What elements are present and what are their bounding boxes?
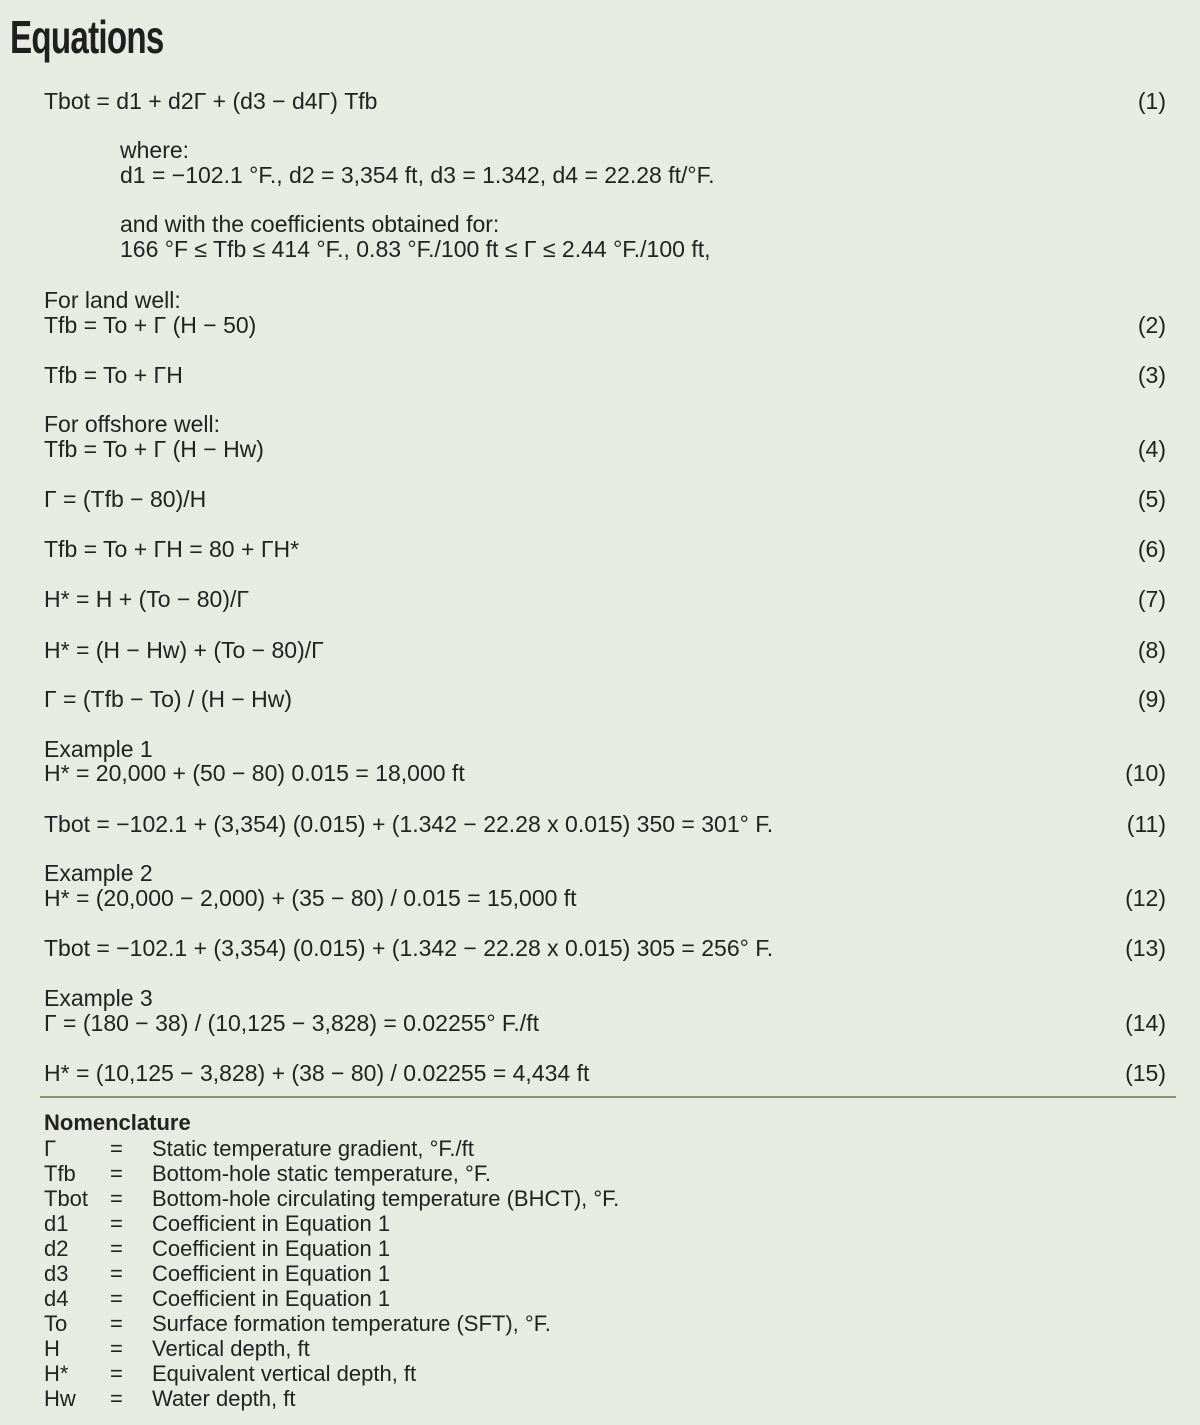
- equation-row: [44, 809, 1166, 839]
- nomenclature-item: [44, 1311, 844, 1336]
- nomenclature-item: [44, 1211, 844, 1236]
- nomenclature-equals: =: [110, 1386, 123, 1411]
- coefficient-range: 166 °F ≤ Tfb ≤ 414 °F., 0.83 °F./100 ft ≤ Γ ≤ 2.44 °F./100 ft,: [120, 236, 711, 262]
- equation-text: H* = H + (To − 80)/Γ: [44, 586, 250, 612]
- nomenclature-definition: Vertical depth, ft: [152, 1336, 310, 1361]
- nomenclature-symbol: d2: [44, 1236, 69, 1261]
- equation-row: [44, 883, 1166, 913]
- equation-text: Tfb = To + Γ (H − Hw): [44, 436, 264, 462]
- equation-number: (13): [1125, 935, 1166, 961]
- equation-text: Tbot = −102.1 + (3,354) (0.015) + (1.342 − 22.28 x 0.015) 350 = 301° F.: [44, 811, 774, 837]
- nomenclature-item: [44, 1136, 844, 1161]
- equation-number: (8): [1137, 637, 1166, 663]
- equation-text: H* = (20,000 − 2,000) + (35 − 80) / 0.015 = 15,000 ft: [44, 885, 577, 911]
- nomenclature-equals: =: [110, 1136, 123, 1161]
- nomenclature-item: [44, 1261, 844, 1286]
- equation-row: [44, 534, 1166, 564]
- nomenclature-list: [44, 1136, 844, 1411]
- nomenclature-definition: Coefficient in Equation 1: [152, 1261, 391, 1286]
- equation-number: (3): [1137, 362, 1166, 388]
- nomenclature-definition: Coefficient in Equation 1: [152, 1211, 391, 1236]
- nomenclature-definition: Coefficient in Equation 1: [152, 1286, 391, 1311]
- equation-number: (11): [1126, 811, 1166, 837]
- nomenclature-definition: Static temperature gradient, °F./ft: [152, 1136, 474, 1161]
- equation-row: [44, 1058, 1166, 1088]
- equation-number: (7): [1137, 586, 1166, 612]
- equation-number: (15): [1125, 1060, 1166, 1086]
- nomenclature-item: [44, 1186, 844, 1211]
- nomenclature-item: [44, 1236, 844, 1261]
- coefficient-range-label: and with the coefficients obtained for:: [120, 211, 500, 237]
- equation-number: (10): [1125, 760, 1166, 786]
- nomenclature-definition: Bottom-hole static temperature, °F.: [152, 1161, 491, 1186]
- where-label: where:: [120, 137, 190, 163]
- equation-row: [44, 933, 1166, 963]
- nomenclature-symbol: d3: [44, 1261, 69, 1286]
- equation-row: [44, 1008, 1166, 1038]
- nomenclature-symbol: To: [44, 1311, 68, 1336]
- nomenclature-symbol: Γ: [44, 1136, 57, 1161]
- equation-row: [44, 684, 1166, 714]
- nomenclature-item: [44, 1361, 844, 1386]
- equation-number: (9): [1137, 686, 1166, 712]
- nomenclature-heading: Nomenclature: [44, 1110, 191, 1135]
- land-well-label: For land well:: [44, 287, 181, 313]
- equation-text: Tfb = To + Γ (H − 50): [44, 312, 257, 338]
- coefficient-values: d1 = −102.1 °F., d2 = 3,354 ft, d3 = 1.342, d4 = 22.28 ft/°F.: [120, 162, 715, 188]
- equation-row: [44, 584, 1166, 614]
- nomenclature-equals: =: [110, 1286, 123, 1311]
- equation-number: (5): [1137, 486, 1166, 512]
- equation-number: (2): [1137, 312, 1166, 338]
- nomenclature-item: [44, 1336, 844, 1361]
- nomenclature-definition: Water depth, ft: [152, 1386, 296, 1411]
- nomenclature-item: [44, 1386, 844, 1411]
- nomenclature-definition: Coefficient in Equation 1: [152, 1236, 391, 1261]
- nomenclature-symbol: Tfb: [44, 1161, 76, 1186]
- equation-row: [44, 86, 1166, 116]
- nomenclature-item: [44, 1286, 844, 1311]
- equation-number: (12): [1125, 885, 1166, 911]
- equation-text: Tfb = To + ΓH = 80 + ΓH*: [44, 536, 300, 562]
- equation-number: (4): [1137, 436, 1166, 462]
- nomenclature-equals: =: [110, 1211, 123, 1236]
- equation-row: [44, 310, 1166, 340]
- nomenclature-equals: =: [110, 1161, 123, 1186]
- nomenclature-symbol: H: [44, 1336, 60, 1361]
- nomenclature-symbol: d1: [44, 1211, 69, 1236]
- nomenclature-equals: =: [110, 1311, 123, 1336]
- nomenclature-equals: =: [110, 1336, 123, 1361]
- nomenclature-symbol: Tbot: [44, 1186, 89, 1211]
- equation-row: [44, 360, 1166, 390]
- equation-text: H* = (H − Hw) + (To − 80)/Γ: [44, 637, 324, 663]
- equation-row: [44, 434, 1166, 464]
- nomenclature-definition: Bottom-hole circulating temperature (BHCT), °F.: [152, 1186, 620, 1211]
- nomenclature-equals: =: [110, 1186, 123, 1211]
- equation-text: H* = 20,000 + (50 − 80) 0.015 = 18,000 ft: [44, 760, 465, 786]
- equation-text: Tbot = d1 + d2Γ + (d3 − d4Γ) Tfb: [44, 88, 378, 114]
- nomenclature-equals: =: [110, 1361, 123, 1386]
- equation-text: Γ = (180 − 38) / (10,125 − 3,828) = 0.02255° F./ft: [44, 1010, 539, 1036]
- nomenclature-equals: =: [110, 1261, 123, 1286]
- nomenclature-equals: =: [110, 1236, 123, 1261]
- equation-row: [44, 484, 1166, 514]
- equation-text: Tbot = −102.1 + (3,354) (0.015) + (1.342 − 22.28 x 0.015) 305 = 256° F.: [44, 935, 774, 961]
- nomenclature-definition: Equivalent vertical depth, ft: [152, 1361, 417, 1386]
- equation-text: Γ = (Tfb − To) / (H − Hw): [44, 686, 293, 712]
- equation-text: Tfb = To + ΓH: [44, 362, 183, 388]
- example-2-label: Example 2: [44, 860, 153, 886]
- example-1-label: Example 1: [44, 736, 153, 762]
- nomenclature-definition: Surface formation temperature (SFT), °F.: [152, 1311, 551, 1336]
- equation-row: [44, 635, 1166, 665]
- nomenclature-symbol: H*: [44, 1361, 69, 1386]
- page-title: Equations: [10, 11, 164, 63]
- equation-row: [44, 758, 1166, 788]
- equation-number: (14): [1125, 1010, 1166, 1036]
- equation-text: Γ = (Tfb − 80)/H: [44, 486, 207, 512]
- section-divider: [40, 1096, 1176, 1098]
- equation-text: H* = (10,125 − 3,828) + (38 − 80) / 0.02255 = 4,434 ft: [44, 1060, 590, 1086]
- offshore-well-label: For offshore well:: [44, 411, 220, 437]
- nomenclature-symbol: d4: [44, 1286, 69, 1311]
- equation-number: (1): [1137, 88, 1166, 114]
- example-3-label: Example 3: [44, 985, 153, 1011]
- nomenclature-symbol: Hw: [44, 1386, 76, 1411]
- equation-number: (6): [1137, 536, 1166, 562]
- nomenclature-item: [44, 1161, 844, 1186]
